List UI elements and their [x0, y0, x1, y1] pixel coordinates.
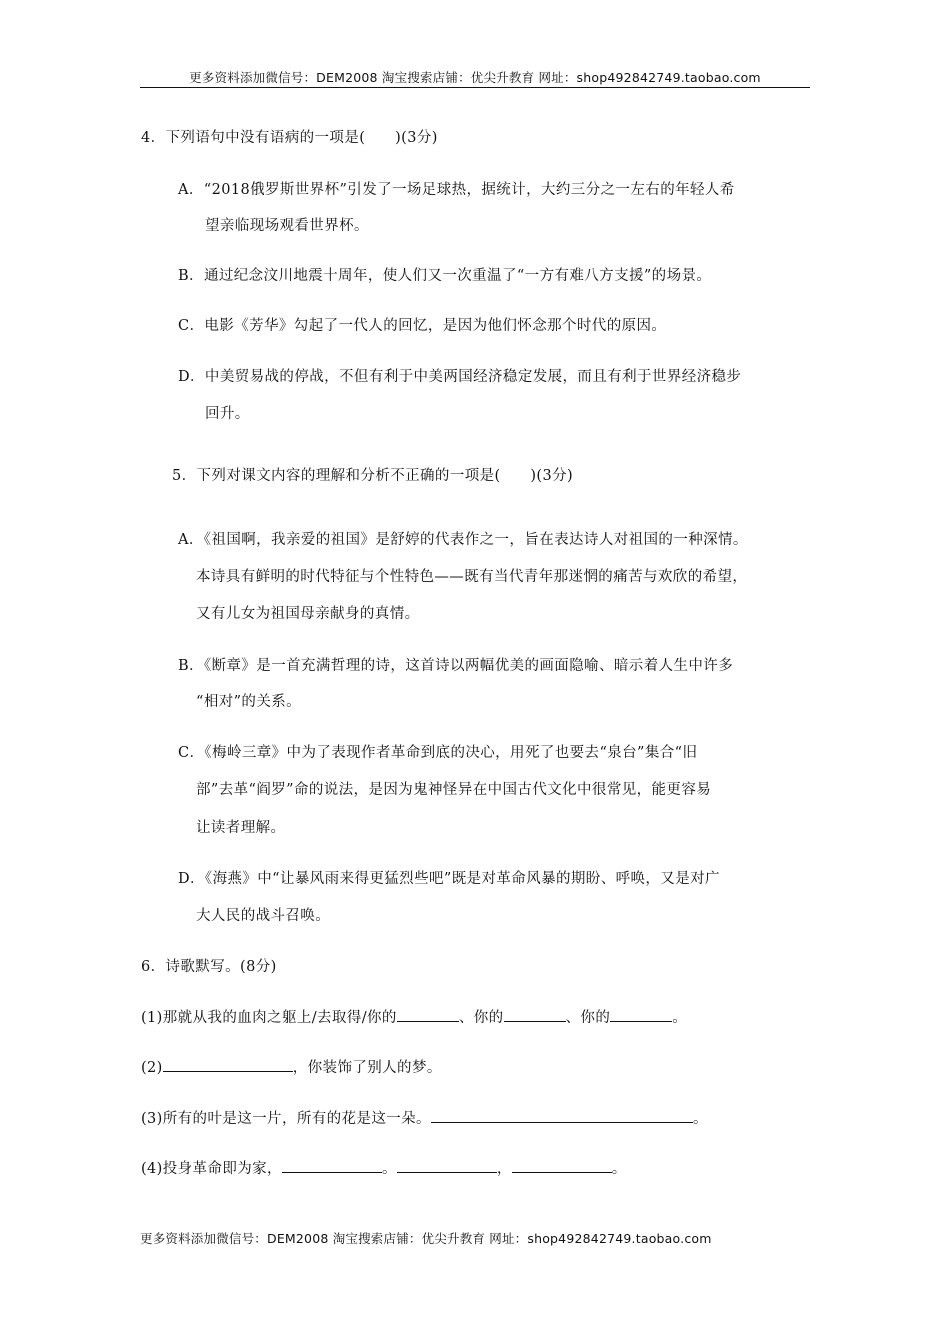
part-1-text-b: 、你的 [458, 1010, 504, 1026]
question-5-option-c-line1: C．《梅岭三章》中为了表现作者革命到底的决心，用死了也要去“泉台”集合“旧 [178, 745, 698, 761]
part-1-text-d: 。 [672, 1010, 688, 1026]
part-1-text-a: (1)那就从我的血肉之躯上/去取得/你的 [141, 1010, 397, 1026]
part-2-text-a: (2) [141, 1060, 163, 1076]
fill-blank[interactable] [512, 1158, 612, 1173]
question-6-part-1 [141, 1007, 687, 1028]
page-header: 更多资料添加微信号：DEM2008 淘宝搜索店铺：优尖升教育 网址：shop492842749.taobao.com [189, 70, 761, 85]
question-6-part-2 [141, 1057, 442, 1078]
question-5-option-a-line2: 本诗具有鲜明的时代特征与个性特色——既有当代青年那迷惘的痛苦与欢欣的希望， [196, 569, 748, 585]
question-5-option-c-line3: 让读者理解。 [196, 820, 286, 836]
fill-blank[interactable] [397, 1158, 497, 1173]
question-6-part-3 [141, 1108, 708, 1129]
question-4-option-a-line1: A．“2018俄罗斯世界杯”引发了一场足球热，据统计，大约三分之一左右的年轻人希 [178, 182, 735, 198]
header-divider [140, 87, 810, 88]
question-5-option-d-line1: D．《海燕》中“让暴风雨来得更猛烈些吧”既是对革命风暴的期盼、呼唤，又是对广 [178, 871, 720, 887]
question-5-option-a-line3: 又有儿女为祖国母亲献身的真情。 [196, 606, 420, 622]
question-4-option-d-line2: 回升。 [205, 406, 250, 422]
question-4-option-a-line2: 望亲临现场观看世界杯。 [205, 218, 369, 234]
fill-blank[interactable] [504, 1007, 566, 1022]
part-4-text-b: 。 [381, 1161, 397, 1177]
part-3-text-a: (3)所有的叶是这一片，所有的花是这一朵。 [141, 1111, 431, 1127]
part-2-text-b: ，你装饰了别人的梦。 [292, 1060, 442, 1076]
fill-blank[interactable] [397, 1007, 459, 1022]
fill-blank[interactable] [610, 1007, 672, 1022]
part-4-text-c: ， [496, 1161, 512, 1177]
question-4-option-b: B．通过纪念汶川地震十周年，使人们又一次重温了“一方有难八方支援”的场景。 [178, 268, 712, 284]
part-3-text-b: 。 [692, 1111, 708, 1127]
question-5-option-a-line1: A．《祖国啊，我亲爱的祖国》是舒婷的代表作之一，旨在表达诗人对祖国的一种深情。 [178, 532, 748, 548]
fill-blank[interactable] [431, 1108, 693, 1123]
question-4-option-d-line1: D．中美贸易战的停战，不但有利于中美两国经济稳定发展，而且有利于世界经济稳步 [178, 369, 742, 385]
part-1-text-c: 、你的 [565, 1010, 611, 1026]
question-4-option-c: C．电影《芳华》勾起了一代人的回忆，是因为他们怀念那个时代的原因。 [178, 318, 667, 334]
fill-blank[interactable] [163, 1057, 293, 1072]
part-4-text-d: 。 [611, 1161, 627, 1177]
question-4-stem: 4．下列语句中没有语病的一项是( )(3分) [141, 130, 438, 146]
question-5-option-d-line2: 大人民的战斗召唤。 [196, 908, 331, 924]
question-6-stem: 6．诗歌默写。(8分) [141, 959, 277, 975]
question-5-option-c-line2: 部”去革“阎罗”命的说法，是因为鬼神怪异在中国古代文化中很常见，能更容易 [196, 782, 712, 798]
question-6-part-4 [141, 1158, 627, 1179]
page-footer: 更多资料添加微信号：DEM2008 淘宝搜索店铺：优尖升教育 网址：shop492842749.taobao.com [140, 1231, 712, 1246]
fill-blank[interactable] [282, 1158, 382, 1173]
question-5-option-b-line1: B．《断章》是一首充满哲理的诗，这首诗以两幅优美的画面隐喻、暗示着人生中许多 [178, 658, 734, 674]
part-4-text-a: (4)投身革命即为家， [141, 1161, 282, 1177]
question-5-option-b-line2: “相对”的关系。 [196, 694, 302, 710]
question-5-stem: 5．下列对课文内容的理解和分析不正确的一项是( )(3分) [172, 468, 574, 484]
